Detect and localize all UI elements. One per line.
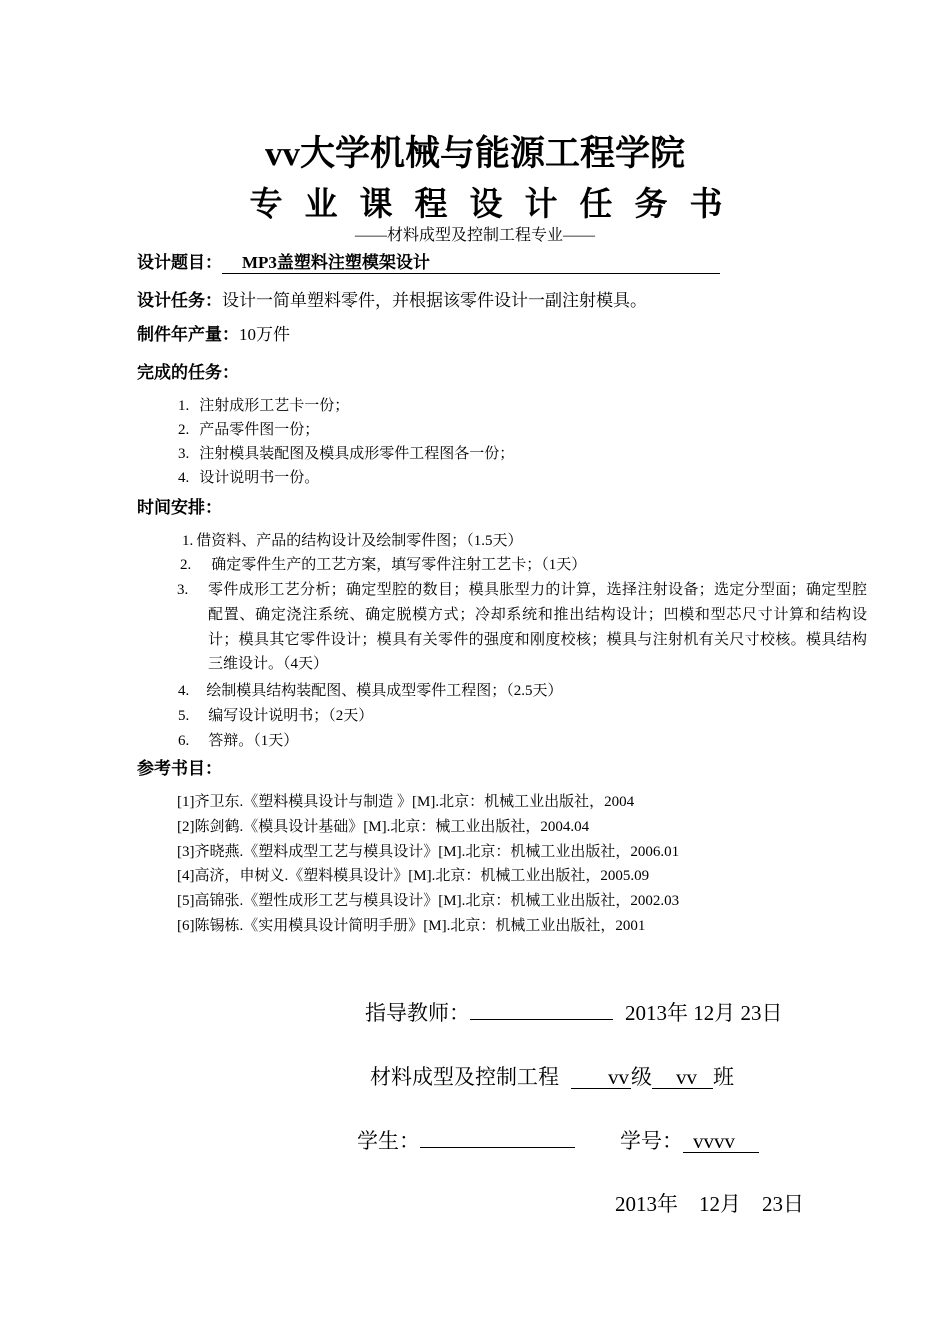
document-type-title: 专业课程设计任务书 bbox=[249, 187, 745, 223]
item-number: 4. bbox=[178, 470, 190, 486]
advisor-label: 指导教师： bbox=[365, 1001, 470, 1025]
final-date: 2013年 12月 23日 bbox=[615, 1192, 804, 1216]
student-id-label: 学号： bbox=[620, 1129, 683, 1153]
annual-output-label: 制件年产量： bbox=[137, 325, 239, 344]
schedule-heading: 时间安排： bbox=[137, 498, 222, 517]
references-heading: 参考书目： bbox=[137, 759, 222, 778]
college-title: vv大学机械与能源工程学院 bbox=[264, 134, 685, 173]
design-task-row bbox=[137, 286, 647, 311]
deliverables-heading: 完成的任务： bbox=[137, 363, 239, 382]
class-suffix: 班 bbox=[713, 1065, 734, 1089]
annual-output-row bbox=[137, 320, 290, 345]
item-text: 确定零件生产的工艺方案，填写零件注射工艺卡；（1天） bbox=[211, 557, 587, 573]
deliverable-item bbox=[178, 442, 514, 463]
major-name: 材料成型及控制工程 bbox=[370, 1065, 559, 1089]
deliverable-item bbox=[178, 466, 319, 487]
reference-item: [5]高锦张.《塑性成形工艺与模具设计》[M].北京：机械工业出版社，2002.03 bbox=[177, 893, 680, 909]
item-number: 2. bbox=[178, 422, 190, 438]
design-task-label: 设计任务： bbox=[137, 291, 222, 310]
item-number: 3. bbox=[178, 446, 190, 462]
item-text: 产品零件图一份； bbox=[199, 422, 320, 438]
deliverable-item bbox=[178, 394, 349, 415]
design-task-value: 设计一简单塑料零件，并根据该零件设计一副注射模具。 bbox=[222, 291, 647, 310]
reference-item: [3]齐晓燕.《塑料成型工艺与模具设计》[M].北京：机械工业出版社，2006.01 bbox=[177, 844, 680, 860]
item-number: 6. bbox=[178, 733, 190, 749]
reference-item: [2]陈剑鹤.《模具设计基础》[M].北京：械工业出版社，2004.04 bbox=[177, 819, 590, 835]
item-text: 注射模具装配图及模具成形零件工程图各一份； bbox=[199, 446, 515, 462]
class-row bbox=[370, 1061, 734, 1091]
item-text: 借资料、产品的结构设计及绘制零件图；（1.5天） bbox=[196, 533, 523, 549]
item-number: 5. bbox=[178, 708, 190, 724]
schedule-item bbox=[177, 578, 867, 677]
item-number: 2. bbox=[180, 557, 192, 573]
item-number: 4. bbox=[178, 683, 190, 699]
item-number: 3. bbox=[177, 582, 189, 598]
student-name-blank bbox=[420, 1147, 575, 1148]
student-row bbox=[357, 1125, 759, 1155]
schedule-item bbox=[178, 704, 373, 725]
design-topic-label: 设计题目： bbox=[137, 253, 222, 272]
grade-value: vv bbox=[571, 1066, 631, 1089]
item-text: 注射成形工艺卡一份； bbox=[199, 398, 350, 414]
item-text: 绘制模具结构装配图、模具成型零件工程图；（2.5天） bbox=[206, 683, 563, 699]
advisor-date: 2013年 12月 23日 bbox=[625, 1001, 783, 1025]
student-id-value: vvvv bbox=[683, 1130, 759, 1153]
schedule-item bbox=[180, 553, 586, 574]
item-number: 1. bbox=[178, 398, 190, 414]
student-label: 学生： bbox=[357, 1129, 420, 1153]
schedule-item bbox=[178, 729, 298, 750]
design-topic-row bbox=[137, 248, 720, 274]
item-text: 设计说明书一份。 bbox=[199, 470, 320, 486]
advisor-row bbox=[365, 997, 783, 1027]
deliverable-item bbox=[178, 418, 319, 439]
major-subtitle: ——材料成型及控制工程专业—— bbox=[354, 227, 595, 244]
reference-item: [4]高济，申树义.《塑料模具设计》[M].北京：机械工业出版社，2005.09 bbox=[177, 868, 650, 884]
grade-suffix: 级 bbox=[631, 1065, 652, 1089]
design-topic-value: MP3盖塑料注塑模架设计 bbox=[222, 253, 720, 274]
item-text: 答辩。（1天） bbox=[208, 733, 299, 749]
schedule-item bbox=[178, 679, 563, 700]
item-text: 零件成形工艺分析；确定型腔的数目；模具胀型力的计算，选择注射设备；选定分型面；确定型腔配置、确定浇注系统、确定脱模方式；冷却系统和推出结构设计；凹模和型芯尺寸计算和结构设计；模具其它零件设计；模具有关零件的强度和刚度校核；模具与注射机有关尺寸校核。模具结构三维设计。（4天） bbox=[208, 582, 867, 673]
item-number: 1. bbox=[182, 533, 194, 549]
schedule-item bbox=[182, 529, 523, 550]
reference-item: [1]齐卫东.《塑料模具设计与制造 》[M].北京：机械工业出版社，2004 bbox=[177, 794, 635, 810]
item-text: 编写设计说明书；（2天） bbox=[208, 708, 374, 724]
reference-item: [6]陈锡栋.《实用模具设计简明手册》[M].北京：机械工业出版社，2001 bbox=[177, 918, 646, 934]
class-value: vv bbox=[652, 1066, 713, 1089]
advisor-signature-blank bbox=[470, 1019, 613, 1020]
annual-output-value: 10万件 bbox=[239, 325, 290, 344]
